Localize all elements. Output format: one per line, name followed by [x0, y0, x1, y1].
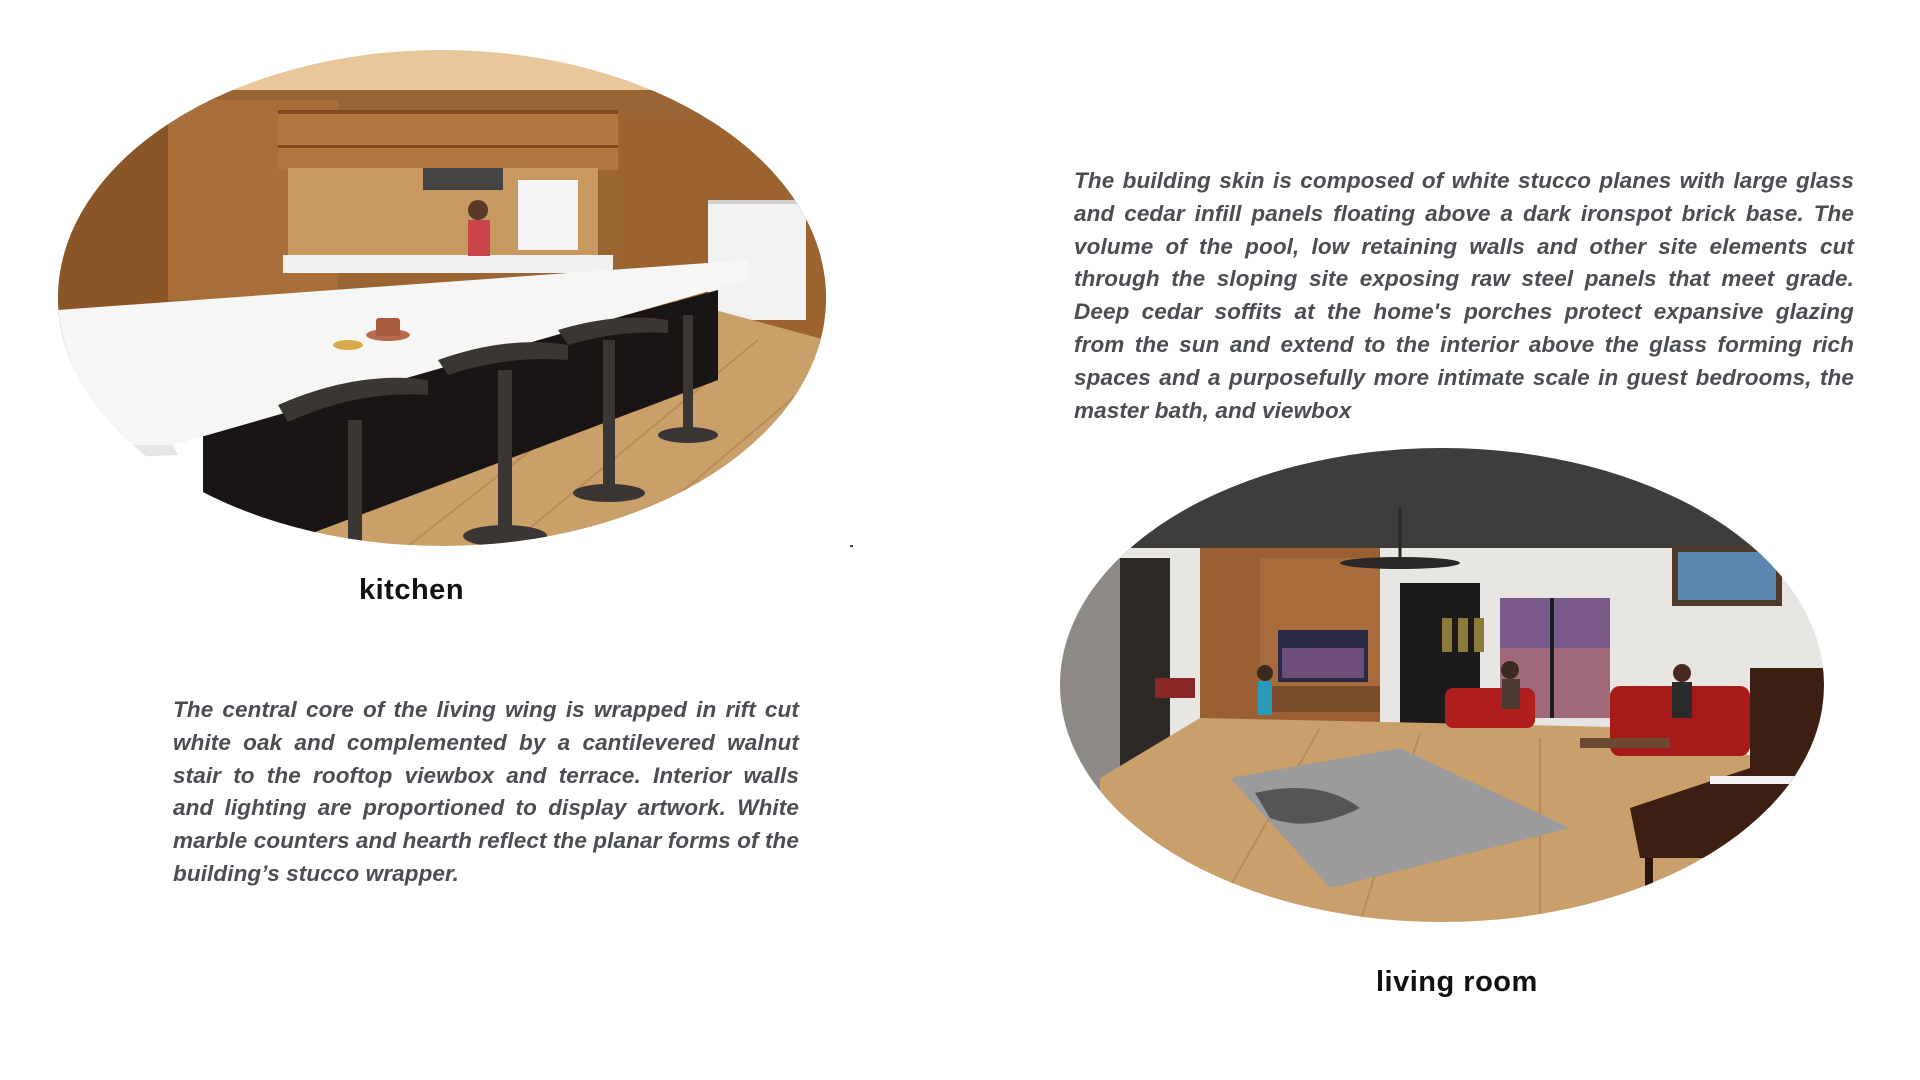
- kitchen-render-image: [58, 50, 826, 546]
- living-wing-paragraph: The central core of the living wing is wrapped in rift cut white oak and complemented by a cantilevered walnut stair to the rooftop viewbox and terrace. Interior walls and lighting are proportioned to display artwork. White marble counters and hearth reflect the planar forms of the building’s stucco wrapper.: [173, 697, 799, 886]
- building-skin-paragraph: The building skin is composed of white stucco planes with large glass and cedar infill panels floating above a dark ironspot brick base. The volume of the pool, low retaining walls and other site elements cut through the sloping site exposing raw steel panels that meet grade. Deep cedar soffits at the home's porches protect expansive glazing from the sun and extend to the interior above the glass forming rich spaces and a purposefully more intimate scale in guest bedrooms, the master bath, and viewbox: [1074, 168, 1854, 423]
- living-room-render-image: [1060, 448, 1824, 922]
- living-room-image: [1060, 448, 1824, 922]
- stray-mark: [850, 545, 853, 547]
- living-room-caption: living room: [1376, 966, 1538, 998]
- kitchen-caption: kitchen: [359, 574, 465, 606]
- kitchen-image: [58, 50, 826, 546]
